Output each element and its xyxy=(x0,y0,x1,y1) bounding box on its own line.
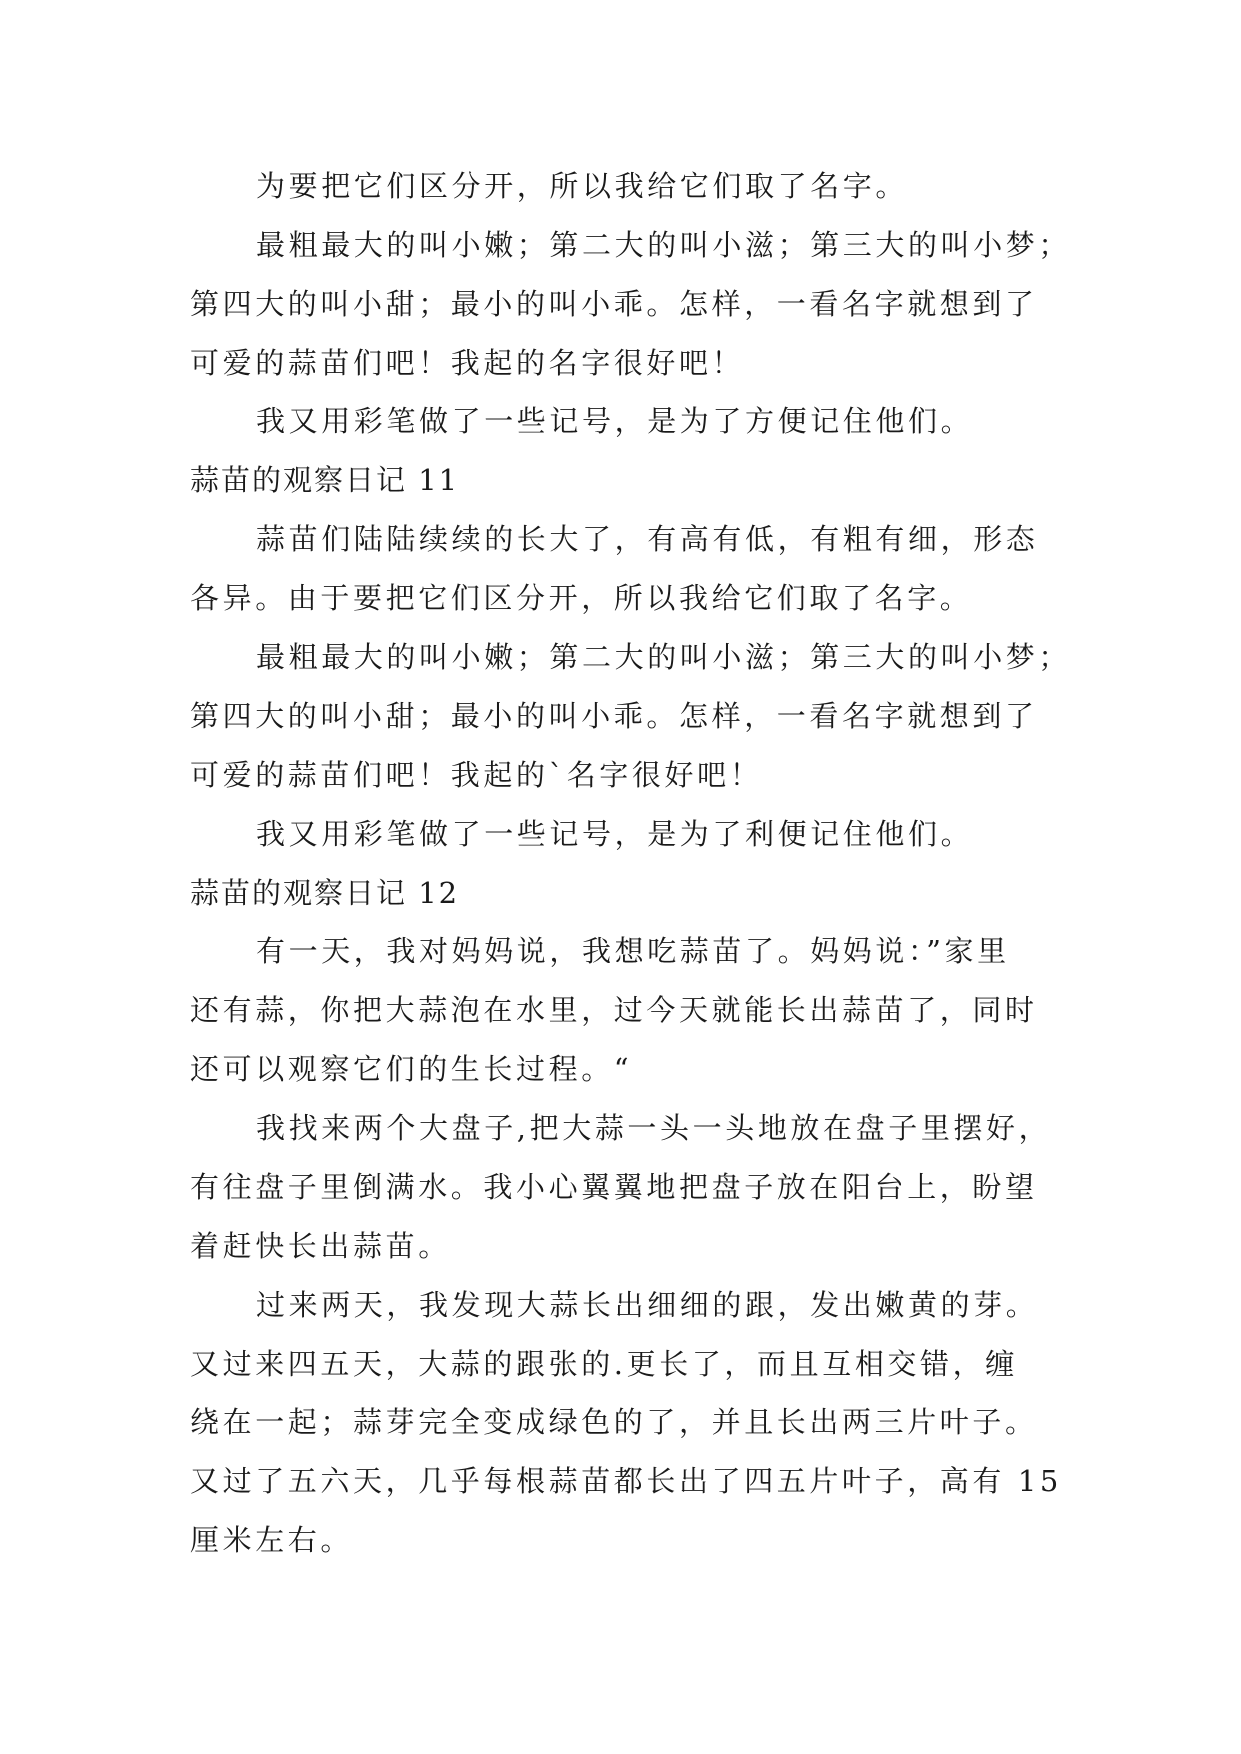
section-heading: 蒜苗的观察日记 11 xyxy=(190,463,460,497)
text-line: 我又用彩笔做了一些记号，是为了利便记住他们。 xyxy=(256,817,974,851)
text-line: 最粗最大的叫小嫩；第二大的叫小滋；第三大的叫小梦； xyxy=(256,228,1072,262)
text-line: 可爱的蒜苗们吧！我起的名字很好吧！ xyxy=(190,346,745,380)
text-line: 第四大的叫小甜；最小的叫小乖。怎样，一看名字就想到了 xyxy=(190,699,1038,733)
text-line: 最粗最大的叫小嫩；第二大的叫小滋；第三大的叫小梦； xyxy=(256,640,1072,674)
text-line: 我又用彩笔做了一些记号，是为了方便记住他们。 xyxy=(256,404,974,438)
text-line: 为要把它们区分开，所以我给它们取了名字。 xyxy=(256,169,909,203)
text-line: 可爱的蒜苗们吧！我起的`名字很好吧！ xyxy=(190,758,763,792)
text-line: 厘米左右。 xyxy=(190,1523,354,1557)
text-line: 各异。由于要把它们区分开，所以我给它们取了名字。 xyxy=(190,581,973,615)
text-line: 绕在一起；蒜芽完全变成绿色的了，并且长出两三片叶子。 xyxy=(190,1405,1038,1439)
text-line: 我找来两个大盘子,把大蒜一头一头地放在盘子里摆好， xyxy=(256,1111,1052,1145)
section-heading: 蒜苗的观察日记 12 xyxy=(190,876,460,910)
text-line: 过来两天，我发现大蒜长出细细的跟，发出嫩黄的芽。 xyxy=(256,1288,1039,1322)
text-line: 第四大的叫小甜；最小的叫小乖。怎样，一看名字就想到了 xyxy=(190,287,1038,321)
text-line: 蒜苗们陆陆续续的长大了，有高有低，有粗有细，形态 xyxy=(256,522,1039,556)
text-line: 又过来四五天，大蒜的跟张的.更长了，而且互相交错，缠 xyxy=(190,1347,1018,1381)
text-line: 有一天，我对妈妈说，我想吃蒜苗了。妈妈说：”家里 xyxy=(256,934,1010,968)
text-line: 还有蒜，你把大蒜泡在水里，过今天就能长出蒜苗了，同时 xyxy=(190,993,1038,1027)
text-line: 还可以观察它们的生长过程。“ xyxy=(190,1052,633,1086)
text-line: 有往盘子里倒满水。我小心翼翼地把盘子放在阳台上，盼望 xyxy=(190,1170,1038,1204)
text-line: 又过了五六天，几乎每根蒜苗都长出了四五片叶子，高有 15 xyxy=(190,1464,1062,1498)
text-line: 着赶快长出蒜苗。 xyxy=(190,1229,451,1263)
